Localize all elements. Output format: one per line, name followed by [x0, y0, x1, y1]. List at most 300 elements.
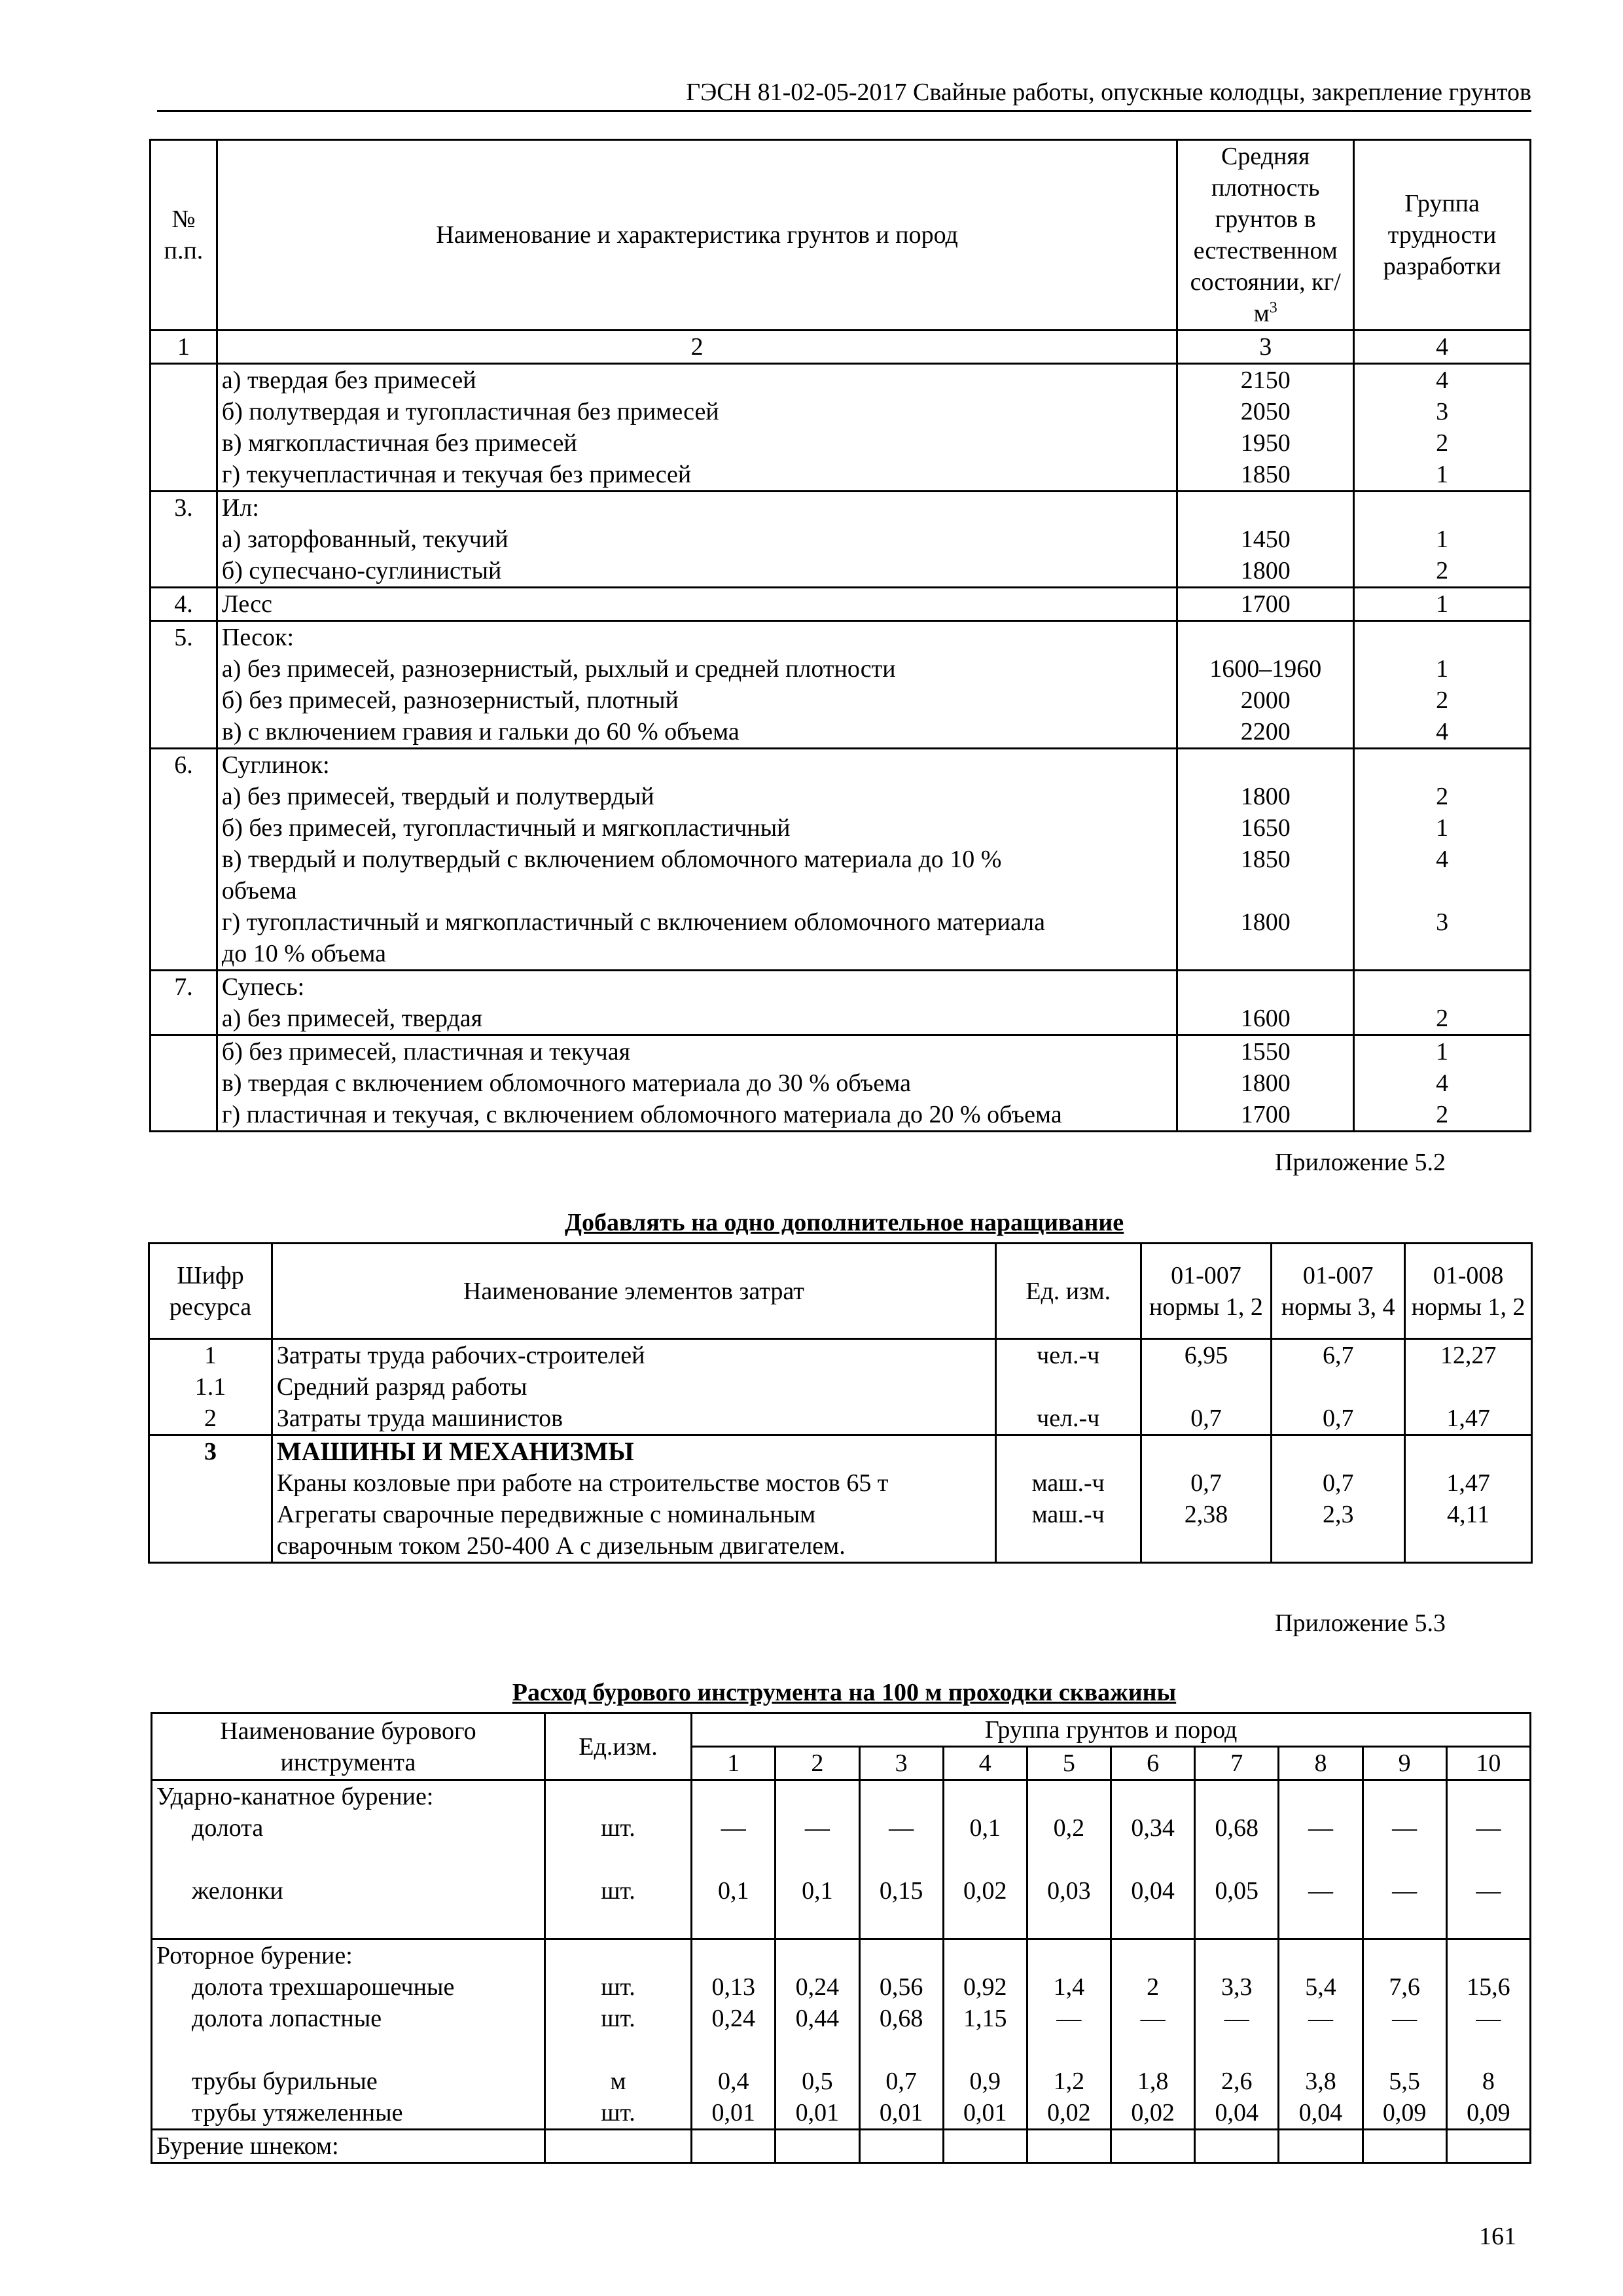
soil-block-number: 4. [151, 588, 217, 621]
soil-group [1359, 749, 1525, 781]
consumption-value [1032, 1844, 1106, 1875]
soil-name: г) текучепластичная и текучая без примесей [221, 461, 692, 488]
appendix-5-2-caption: Добавлять на одно дополнительное наращивание [564, 1209, 1124, 1236]
soil-block-densities [1177, 1035, 1354, 1132]
soil-name: а) без примесей, твердый и полутвердый [221, 783, 654, 810]
spacer-line [1452, 2130, 1525, 2162]
group-6-values [1111, 2130, 1195, 2163]
drilling-tool-unit [550, 2034, 687, 2066]
consumption-value: 3,3 [1221, 1973, 1253, 2001]
soil-density: 1950 [1240, 429, 1291, 457]
soil-name: а) без примесей, твердая [221, 1005, 483, 1032]
machines-row [149, 1435, 1532, 1563]
soil-name: в) мягкопластичная без примесей [221, 429, 577, 457]
soil-name: б) без примесей, пластичная и текучая [221, 1038, 631, 1066]
consumption-value: 3,8 [1305, 2068, 1336, 2095]
spacer-line [1200, 1781, 1274, 1812]
consumption-value: 0,1 [969, 1814, 1001, 1842]
group-4-values [943, 2130, 1027, 2163]
consumption-value: 0,9 [969, 2068, 1001, 2095]
cost-unit [1001, 1371, 1136, 1403]
consumption-value: 0,01 [795, 2099, 840, 2126]
soil-density: 2000 [1240, 687, 1291, 714]
consumption-value: — [1308, 1877, 1333, 1905]
soil-group [1359, 938, 1525, 969]
consumption-value: 0,01 [963, 2099, 1007, 2126]
soil-block-densities [1177, 492, 1354, 588]
spacer-line [1368, 2130, 1442, 2162]
norm-value: 6,7 [1322, 1342, 1354, 1369]
appendix-5-3-label: Приложение 5.3 [1275, 1609, 1446, 1637]
spacer-line [1283, 1781, 1357, 1812]
group-number-cell: 9 [1363, 1747, 1446, 1780]
drilling-tool-unit: шт. [601, 2005, 635, 2032]
soil-density: 1800 [1240, 908, 1291, 936]
additional-extension-table [148, 1242, 1533, 1564]
norm-1-values [1141, 1339, 1272, 1435]
consumption-value: 0,02 [1131, 2099, 1175, 2126]
norm-value: 0,7 [1190, 1405, 1222, 1432]
spacer-line [865, 1781, 938, 1812]
consumption-value: 0,1 [717, 1877, 749, 1905]
soil-group: 2 [1436, 783, 1449, 810]
soil-block-number: 3. [151, 492, 217, 588]
norm-value: 0,7 [1190, 1469, 1222, 1497]
spacer-line [550, 2130, 687, 2162]
soil-name: в) твердая с включением обломочного материала до 30 % объема [221, 1069, 911, 1097]
drilling-tool-units [544, 1780, 691, 1939]
soil-block-row [151, 621, 1531, 749]
column-number-cell: 2 [217, 331, 1177, 364]
drilling-tool-name [156, 1844, 540, 1875]
consumption-value: — [1392, 1814, 1418, 1842]
soil-block-number [151, 1035, 217, 1132]
consumption-value: — [889, 1814, 914, 1842]
spacer-line [865, 2130, 938, 2162]
soil-block-row [151, 749, 1531, 971]
soil-group: 1 [1436, 814, 1449, 842]
consumption-value: 0,1 [802, 1877, 833, 1905]
soil-density: 2050 [1240, 398, 1291, 425]
soil-name: а) твердая без примесей [221, 367, 476, 394]
spacer-line [696, 1781, 770, 1812]
group-5-values [1027, 1939, 1111, 2130]
group-3-values [859, 1939, 943, 2130]
appendix-5-2-label: Приложение 5.2 [1275, 1149, 1446, 1176]
soil-density: 1550 [1240, 1038, 1291, 1066]
soil-density: 1800 [1240, 783, 1291, 810]
drilling-tool-names [152, 1939, 545, 2130]
consumption-value: 0,44 [795, 2005, 840, 2032]
soil-name: объема [221, 877, 297, 905]
consumption-value: — [1392, 2005, 1418, 2032]
drilling-tool-name: долота [192, 1814, 264, 1842]
consumption-value: 5,5 [1389, 2068, 1420, 2095]
machine-name: Краны козловые при работе на строительстве мостов 65 т [276, 1469, 889, 1497]
consumption-value: 0,01 [711, 2099, 755, 2126]
soil-group: 4 [1436, 367, 1449, 394]
drilling-section-title: Бурение шнеком: [156, 2132, 339, 2160]
machines-section-title: МАШИНЫ И МЕХАНИЗМЫ [276, 1437, 634, 1466]
soil-density: 1450 [1240, 526, 1291, 553]
consumption-value [948, 1907, 1022, 1938]
group-6-values [1111, 1780, 1195, 1939]
norm-value: 6,95 [1184, 1342, 1228, 1369]
consumption-value: 0,04 [1215, 2099, 1259, 2126]
machine-names [272, 1435, 995, 1563]
cost-name: Затраты труда рабочих-строителей [276, 1342, 645, 1369]
soil-density: 1800 [1240, 557, 1291, 584]
consumption-value: 0,05 [1215, 1877, 1259, 1905]
consumption-value: 0,02 [1047, 2099, 1091, 2126]
group-8-values [1279, 2130, 1363, 2163]
group-7-values [1195, 2130, 1279, 2163]
soil-block-groups [1354, 364, 1531, 492]
labor-costs-row [149, 1339, 1532, 1435]
machine-name: сварочным током 250-400 А с дизельным двигателем. [276, 1532, 846, 1560]
consumption-value [1116, 2034, 1190, 2066]
soil-group [1359, 492, 1525, 524]
spacer-line [1032, 1940, 1106, 1971]
resource-code-machines: 3 [149, 1435, 272, 1563]
spacer-line [1276, 1436, 1400, 1467]
group-9-values [1363, 1939, 1446, 2130]
soil-density [1182, 492, 1349, 524]
soil-block-names [217, 588, 1177, 621]
cost-unit: чел.-ч [1037, 1342, 1100, 1369]
norm-value: 0,7 [1322, 1469, 1354, 1497]
soil-name: а) без примесей, разнозернистый, рыхлый и средней плотности [221, 655, 896, 683]
running-header: ГЭСН 81-02-05-2017 Свайные работы, опускные колодцы, закрепление грунтов [157, 77, 1531, 112]
consumption-value [696, 1907, 770, 1938]
spacer-line [1032, 2130, 1106, 2162]
consumption-value: 2 [1147, 1973, 1160, 2001]
spacer-line [1001, 1436, 1136, 1467]
consumption-value [1200, 2034, 1274, 2066]
header-unit: Ед.изм. [544, 1713, 691, 1780]
consumption-value: 0,03 [1047, 1877, 1091, 1905]
group-number-cell: 10 [1446, 1747, 1530, 1780]
drilling-tool-unit: шт. [601, 1814, 635, 1842]
soil-block-names [217, 971, 1177, 1035]
norm-value: 2,38 [1184, 1501, 1228, 1528]
spacer-line [1410, 1436, 1527, 1467]
machine-unit: маш.-ч [1031, 1469, 1105, 1497]
spacer-line [1368, 1781, 1442, 1812]
group-3-values [859, 2130, 943, 2163]
consumption-value: 1,15 [963, 2005, 1007, 2032]
soil-density: 1700 [1240, 1101, 1291, 1128]
consumption-value: 7,6 [1389, 1973, 1420, 2001]
consumption-value [1368, 2034, 1442, 2066]
consumption-value [865, 1844, 938, 1875]
soil-name: Лесс [221, 590, 272, 618]
header-group: Группа трудности разработки [1354, 140, 1531, 331]
machine-units [995, 1435, 1141, 1563]
consumption-value: 1,4 [1053, 1973, 1085, 2001]
soil-group: 1 [1436, 526, 1449, 553]
soil-block-number: 5. [151, 621, 217, 749]
consumption-value [780, 1844, 854, 1875]
soil-density [1182, 971, 1349, 1003]
soil-block-groups [1354, 749, 1531, 971]
spacer-line [780, 1781, 854, 1812]
norm-value [1146, 1371, 1267, 1403]
spacer-line [780, 2130, 854, 2162]
drilling-tool-name: долота лопастные [192, 2005, 382, 2032]
group-2-values [776, 1939, 859, 2130]
soil-block-names [217, 492, 1177, 588]
header-num: № п.п. [151, 140, 217, 331]
spacer-line [1283, 2130, 1357, 2162]
consumption-value: — [1476, 1877, 1501, 1905]
consumption-value: 0,04 [1131, 1877, 1175, 1905]
drilling-tool-unit: шт. [601, 2099, 635, 2126]
group-number-cell: 6 [1111, 1747, 1195, 1780]
consumption-value: 15,6 [1467, 1973, 1510, 2001]
soil-name: б) без примесей, тугопластичный и мягкопластичный [221, 814, 791, 842]
header-code: Шифр ресурса [149, 1244, 272, 1339]
soil-block-groups [1354, 1035, 1531, 1132]
drilling-tool-name [156, 1907, 540, 1938]
soil-density: 2150 [1240, 367, 1291, 394]
spacer-line [948, 2130, 1022, 2162]
soil-group: 2 [1436, 1005, 1449, 1032]
group-number-cell: 1 [692, 1747, 776, 1780]
soil-block-groups [1354, 971, 1531, 1035]
spacer-line [948, 1781, 1022, 1812]
consumption-value: 0,7 [885, 2068, 917, 2095]
soil-group: 1 [1436, 1038, 1449, 1066]
soil-name: Песок: [221, 624, 294, 651]
column-number-row [151, 331, 1531, 364]
consumption-value: 0,09 [1467, 2099, 1510, 2126]
consumption-value: 0,34 [1131, 1814, 1175, 1842]
consumption-value: 1,2 [1053, 2068, 1085, 2095]
norm-value [1276, 1371, 1400, 1403]
consumption-value [1452, 1844, 1525, 1875]
norm-value [1146, 1530, 1267, 1562]
drilling-tool-name: желонки [192, 1877, 283, 1905]
consumption-value [1283, 1844, 1357, 1875]
header-tool-name: Наименование бурового инструмента [152, 1713, 545, 1780]
soil-group: 4 [1436, 846, 1449, 873]
cost-unit: чел.-ч [1037, 1405, 1100, 1432]
soil-block-number: 7. [151, 971, 217, 1035]
soil-group: 2 [1436, 687, 1449, 714]
consumption-value: 1,8 [1137, 2068, 1169, 2095]
group-9-values [1363, 2130, 1446, 2163]
soil-block-names [217, 621, 1177, 749]
header-unit: Ед. изм. [995, 1244, 1141, 1339]
spacer-line [1116, 2130, 1190, 2162]
spacer-line [1452, 1940, 1525, 1971]
resource-code: 2 [204, 1405, 217, 1432]
consumption-value: — [1308, 2005, 1333, 2032]
soil-block-row [151, 588, 1531, 621]
consumption-value: 0,68 [879, 2005, 923, 2032]
group-1-values [692, 1780, 776, 1939]
table-header-row [152, 1713, 1531, 1747]
drilling-section-row [152, 1780, 1531, 1939]
soil-name: в) твердый и полутвердый с включением обломочного материала до 10 % [221, 846, 1002, 873]
soil-name: Супесь: [221, 973, 305, 1001]
norm-value [1410, 1371, 1527, 1403]
group-10-values [1446, 2130, 1530, 2163]
header-norm-3: 01-008 нормы 1, 2 [1405, 1244, 1532, 1339]
consumption-value: — [1056, 2005, 1082, 2032]
soil-block-densities [1177, 588, 1354, 621]
soil-name: а) заторфованный, текучий [221, 526, 508, 553]
group-2-values [776, 2130, 859, 2163]
consumption-value: 0,4 [717, 2068, 749, 2095]
consumption-value: — [804, 1814, 830, 1842]
drilling-section-row [152, 2130, 1531, 2163]
drilling-tool-name [156, 2034, 540, 2066]
consumption-value [948, 1844, 1022, 1875]
drilling-tool-name: трубы утяжеленные [192, 2099, 403, 2126]
soil-density: 1650 [1240, 814, 1291, 842]
soil-group: 1 [1436, 590, 1449, 618]
machine-unit [1001, 1530, 1136, 1562]
group-6-values [1111, 1939, 1195, 2130]
soil-name: Ил: [221, 494, 259, 522]
norm-2-values [1272, 1339, 1405, 1435]
soil-density: 1600 [1240, 1005, 1291, 1032]
group-10-values [1446, 1780, 1530, 1939]
soil-name: б) супесчано-суглинистый [221, 557, 502, 584]
drilling-tool-units [544, 1939, 691, 2130]
soil-block-groups [1354, 492, 1531, 588]
consumption-value: 0,15 [879, 1877, 923, 1905]
consumption-value: 0,2 [1053, 1814, 1085, 1842]
drilling-tool-names [152, 1780, 545, 1939]
soil-block-densities [1177, 749, 1354, 971]
consumption-value [780, 2034, 854, 2066]
cost-units [995, 1339, 1141, 1435]
consumption-value: 0,68 [1215, 1814, 1259, 1842]
consumption-value [1452, 2034, 1525, 2066]
soil-block-row [151, 492, 1531, 588]
header-density: Средняя плотность грунтов в естественном состоянии, $кг/м^3$ [1177, 140, 1354, 331]
consumption-value: — [1476, 1814, 1501, 1842]
soil-group [1359, 875, 1525, 906]
soil-density [1182, 749, 1349, 781]
soil-group: 3 [1436, 908, 1449, 936]
consumption-value [1368, 1844, 1442, 1875]
group-4-values [943, 1939, 1027, 2130]
spacer-line [1146, 1436, 1267, 1467]
soil-block-names [217, 1035, 1177, 1132]
soil-name: в) с включением гравия и гальки до 60 % объема [221, 718, 740, 745]
drilling-tool-unit: шт. [601, 1973, 635, 2001]
norm-2-values [1272, 1435, 1405, 1563]
group-5-values [1027, 2130, 1111, 2163]
soil-group: 3 [1436, 398, 1449, 425]
soil-group: 1 [1436, 461, 1449, 488]
group-number-cell: 2 [776, 1747, 859, 1780]
page-number: 161 [1479, 2223, 1516, 2250]
consumption-value [1032, 1907, 1106, 1938]
consumption-value [1283, 1907, 1357, 1938]
consumption-value: 0,92 [963, 1973, 1007, 2001]
norm-3-values [1405, 1339, 1532, 1435]
group-8-values [1279, 1939, 1363, 2130]
spacer-line [865, 1940, 938, 1971]
norm-value: 1,47 [1446, 1405, 1490, 1432]
soil-name: до 10 % объема [221, 940, 386, 967]
machine-unit: маш.-ч [1031, 1501, 1105, 1528]
soil-name: Суглинок: [221, 751, 330, 779]
soil-block-number: 6. [151, 749, 217, 971]
group-5-values [1027, 1780, 1111, 1939]
consumption-value: 0,13 [711, 1973, 755, 2001]
spacer-line [1283, 1940, 1357, 1971]
table-header-row [149, 1244, 1532, 1339]
consumption-value: 5,4 [1305, 1973, 1336, 2001]
group-7-values [1195, 1780, 1279, 1939]
consumption-value [1452, 1907, 1525, 1938]
soil-block-number [151, 364, 217, 492]
table-header-row [151, 140, 1531, 331]
norm-value: 0,7 [1322, 1405, 1354, 1432]
resource-codes [149, 1339, 272, 1435]
spacer-line [948, 1940, 1022, 1971]
drilling-tool-name: долота трехшарошечные [192, 1973, 455, 2001]
consumption-value [1200, 1844, 1274, 1875]
soil-block-groups [1354, 588, 1531, 621]
consumption-value [1116, 1907, 1190, 1938]
header-cost-name: Наименование элементов затрат [272, 1244, 995, 1339]
drilling-section-title: Роторное бурение: [156, 1942, 353, 1969]
consumption-value: — [1392, 1877, 1418, 1905]
resource-code: 1.1 [194, 1373, 226, 1401]
column-number-cell: 3 [1177, 331, 1354, 364]
soil-density [1182, 938, 1349, 969]
soil-block-row [151, 971, 1531, 1035]
consumption-value [696, 1844, 770, 1875]
consumption-value [1032, 2034, 1106, 2066]
soil-density: 1850 [1240, 461, 1291, 488]
drilling-tool-unit [550, 1844, 687, 1875]
spacer-line [1452, 1781, 1525, 1812]
drilling-tool-unit: шт. [601, 1877, 635, 1905]
group-7-values [1195, 1939, 1279, 2130]
drilling-tool-unit: м [610, 2068, 626, 2095]
consumption-value: 0,01 [879, 2099, 923, 2126]
spacer-line [1032, 1781, 1106, 1812]
drilling-section-row [152, 1939, 1531, 2130]
consumption-value: — [1308, 1814, 1333, 1842]
spacer-line [550, 1940, 687, 1971]
consumption-value [948, 2034, 1022, 2066]
soil-name: б) полутвердая и тугопластичная без примесей [221, 398, 719, 425]
soil-group: 4 [1436, 1069, 1449, 1097]
norm-value: 1,47 [1446, 1469, 1490, 1497]
column-number-cell: 4 [1354, 331, 1531, 364]
soil-group: 2 [1436, 557, 1449, 584]
soil-block-row [151, 364, 1531, 492]
cost-name: Затраты труда машинистов [276, 1405, 563, 1432]
consumption-value [1283, 2034, 1357, 2066]
norm-value [1276, 1530, 1400, 1562]
consumption-value: 2,6 [1221, 2068, 1253, 2095]
header-norm-2: 01-007 нормы 3, 4 [1272, 1244, 1405, 1339]
soil-density: 2200 [1240, 718, 1291, 745]
group-1-values [692, 2130, 776, 2163]
group-number-cell: 8 [1279, 1747, 1363, 1780]
consumption-value: 0,24 [795, 1973, 840, 2001]
